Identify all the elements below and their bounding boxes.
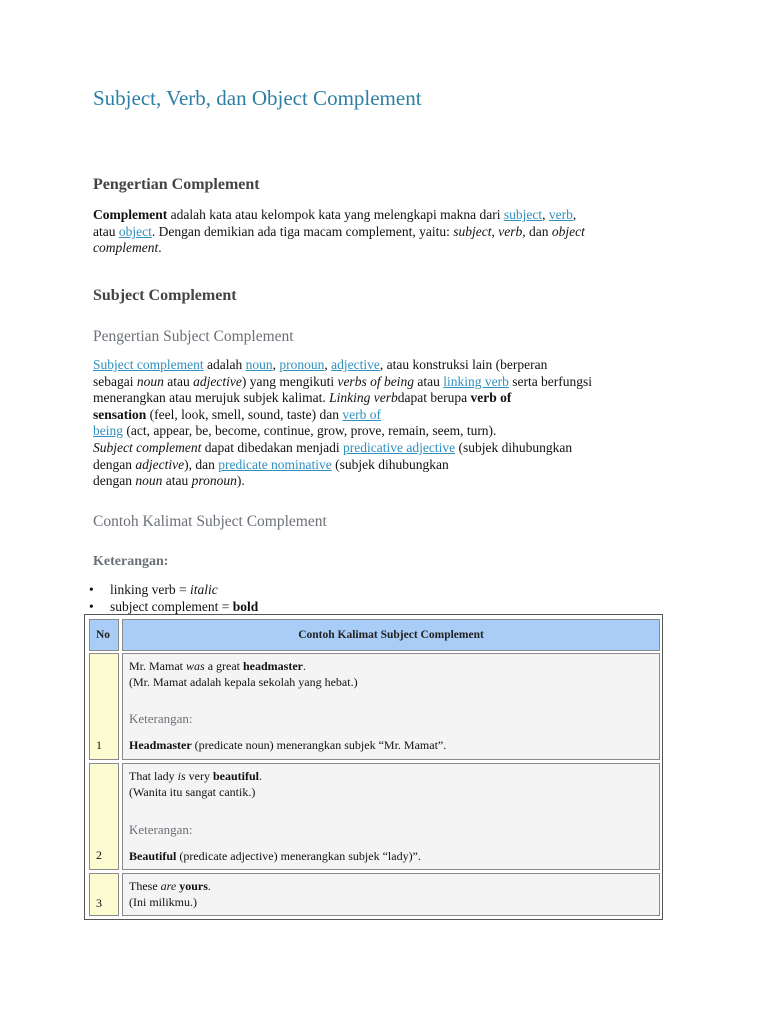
para1-line2 <box>93 224 693 241</box>
row2-translation: (Wanita itu sangat cantik.) <box>129 785 256 799</box>
para2-line6 <box>93 440 693 457</box>
text: bold <box>232 599 259 614</box>
bullet-icon: • <box>89 582 94 597</box>
text: noun <box>135 473 163 489</box>
link-subject[interactable]: subject <box>503 207 543 222</box>
text: a great <box>204 659 243 673</box>
text: . Dengan demikian ada tiga macam complement, yaitu: <box>151 223 454 239</box>
row3-content-cell <box>122 873 660 916</box>
list-item <box>89 581 258 598</box>
text: (subjek dihubungkan <box>331 456 449 472</box>
text: Beautiful <box>129 849 177 863</box>
text: dengan <box>93 456 136 472</box>
row2-explanation <box>129 849 421 865</box>
paragraph-subject-complement <box>93 357 693 490</box>
text: , atau konstruksi lain (berperan <box>379 357 548 372</box>
text: object <box>551 223 585 239</box>
text: ) yang mengikuti <box>241 373 338 389</box>
text: subject <box>453 223 492 239</box>
text: beautiful <box>213 769 260 783</box>
text: atau <box>413 373 444 389</box>
paragraph-complement-definition <box>93 207 693 257</box>
link-predicate-nominative[interactable]: predicate nominative <box>218 456 332 472</box>
text: (act, appear, be, become, continue, grow, prove, remain, seem, turn). <box>123 423 497 439</box>
text: noun <box>136 373 164 389</box>
row1-sentence <box>129 659 306 675</box>
para2-line3 <box>93 390 693 407</box>
text: dengan <box>93 473 136 489</box>
link-subject-complement[interactable]: Subject complement <box>93 357 204 372</box>
para2-line2 <box>93 374 693 391</box>
legend-list <box>89 581 258 615</box>
text: are <box>160 879 177 893</box>
text: sensation <box>93 406 147 422</box>
row1-content-cell <box>122 653 660 760</box>
text: adjective <box>135 456 185 472</box>
heading-subject-complement: Subject Complement <box>93 287 237 304</box>
row1-number-cell <box>89 653 119 760</box>
text: pronoun <box>191 473 237 489</box>
row2-number-cell <box>89 763 119 870</box>
text: (feel, look, smell, sound, taste) dan <box>146 406 343 422</box>
row2-keterangan: Keterangan: <box>129 822 193 837</box>
table-header-main <box>122 619 660 651</box>
para2-line1 <box>93 357 693 374</box>
text: atau <box>163 373 194 389</box>
text: atau <box>93 223 119 239</box>
text: sebagai <box>93 373 137 389</box>
text: . <box>158 240 162 256</box>
text: That lady <box>129 769 178 783</box>
text: , <box>542 207 549 222</box>
row3-number-cell <box>89 873 119 916</box>
subheading-contoh-kalimat: Contoh Kalimat Subject Complement <box>93 513 327 530</box>
para1-line1 <box>93 207 693 224</box>
text: Headmaster <box>129 738 192 752</box>
link-pronoun[interactable]: pronoun <box>279 357 325 372</box>
para1-line3 <box>93 240 693 257</box>
text: was <box>186 659 205 673</box>
text: , dan <box>522 223 552 239</box>
row1-translation: (Mr. Mamat adalah kepala sekolah yang hebat.) <box>129 675 358 689</box>
text: Mr. Mamat <box>129 659 186 673</box>
text: atau <box>162 473 192 489</box>
link-verb-of-being-part2[interactable]: being <box>93 423 123 439</box>
text: adalah <box>203 357 246 372</box>
heading-pengertian-complement: Pengertian Complement <box>93 176 260 193</box>
text: ). <box>236 473 245 489</box>
text: (subjek dihubungkan <box>455 439 573 455</box>
para2-line4 <box>93 407 693 424</box>
text: menerangkan atau merujuk subjek kalimat. <box>93 390 330 406</box>
link-verb-of-being-part1[interactable]: verb of <box>342 406 381 422</box>
text: very <box>185 769 213 783</box>
text: verbs of being <box>337 373 414 389</box>
text: , <box>491 223 499 239</box>
link-predicative-adjective[interactable]: predicative adjective <box>343 439 456 455</box>
para2-line5 <box>93 423 693 440</box>
text: serta berfungsi <box>508 373 593 389</box>
examples-table <box>84 614 663 920</box>
text: , <box>272 357 280 372</box>
text: yours <box>179 879 208 893</box>
link-verb[interactable]: verb <box>548 207 573 222</box>
term-complement: Complement <box>93 207 168 222</box>
row-number: 2 <box>96 847 102 862</box>
text: These <box>129 879 161 893</box>
label-keterangan: Keterangan: <box>93 554 169 569</box>
row-number: 3 <box>96 895 102 910</box>
list-item <box>89 598 258 615</box>
subheading-pengertian-subject-complement: Pengertian Subject Complement <box>93 328 294 345</box>
text: verb of <box>470 390 512 406</box>
row2-content-cell <box>122 763 660 870</box>
text: adjective <box>193 373 242 389</box>
text: Linking verb <box>329 390 398 406</box>
text: . <box>207 879 211 893</box>
text: dapat berupa <box>397 390 471 406</box>
row2-sentence <box>129 769 262 785</box>
text: . <box>303 659 306 673</box>
text: is <box>177 769 186 783</box>
text: . <box>259 769 263 783</box>
text: complement <box>93 240 159 256</box>
link-noun[interactable]: noun <box>245 357 273 372</box>
row3-sentence <box>129 879 211 895</box>
row1-explanation <box>129 738 446 754</box>
row-number: 1 <box>96 737 102 752</box>
para2-line8 <box>93 473 693 490</box>
bullet-icon: • <box>89 599 94 614</box>
text: (predicate adjective) menerangkan subjek “lady)”. <box>176 849 421 863</box>
text: Subject complement <box>93 439 202 455</box>
text: dapat dibedakan menjadi <box>201 439 344 455</box>
text: headmaster <box>243 659 303 673</box>
link-linking-verb[interactable]: linking verb <box>443 373 509 389</box>
header-no-label: No <box>96 629 111 641</box>
text: ), dan <box>184 456 219 472</box>
table-header-no <box>89 619 119 651</box>
page-title: Subject, Verb, dan Object Complement <box>93 86 422 110</box>
text: adalah kata atau kelompok kata yang melengkapi makna dari <box>167 207 504 222</box>
text: (predicate noun) menerangkan subjek “Mr. Mamat”. <box>191 738 447 752</box>
text: , <box>324 357 332 372</box>
row1-keterangan: Keterangan: <box>129 711 193 726</box>
text: subject complement = <box>110 599 233 614</box>
text: verb <box>498 223 523 239</box>
header-main-label: Contoh Kalimat Subject Complement <box>298 629 484 641</box>
para2-line7 <box>93 457 693 474</box>
row3-translation: (Ini milikmu.) <box>129 895 197 909</box>
text: italic <box>189 582 218 597</box>
text: , <box>572 207 577 222</box>
link-object[interactable]: object <box>118 223 152 239</box>
link-adjective[interactable]: adjective <box>331 357 380 372</box>
text: linking verb = <box>110 582 190 597</box>
